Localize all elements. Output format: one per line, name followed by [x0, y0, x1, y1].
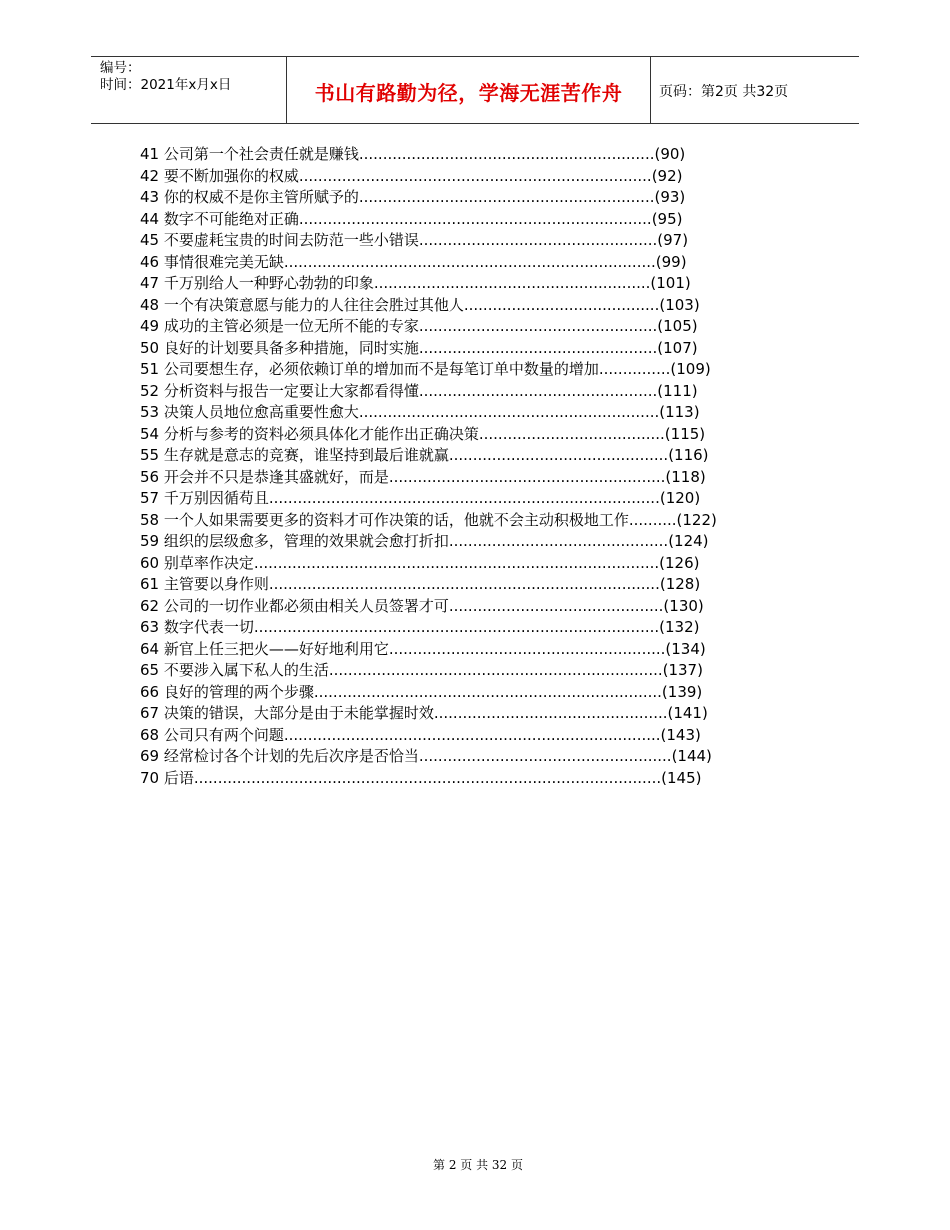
- toc-entry: 47 千万别给人一种野心勃勃的印象..........................................................(101): [140, 274, 691, 292]
- toc-entry: 52 分析资料与报告一定要让大家都看得懂..................................................(111): [140, 381, 698, 400]
- page-header: [91, 56, 859, 124]
- header-motto: 书山有路勤为径，学海无涯苦作舟: [286, 57, 651, 123]
- table-of-contents: [140, 144, 717, 789]
- toc-entry: 62 公司的一切作业都必须由相关人员签署才可.............................................(130): [140, 596, 704, 615]
- toc-entry: 70 后语..................................................................................................(145): [140, 768, 702, 787]
- toc-entry: 46 事情很难完美无缺..............................................................................(99): [140, 252, 687, 271]
- toc-entry: 42 要不断加强你的权威..........................................................................(92): [140, 166, 683, 185]
- toc-entry: 50 良好的计划要具备多种措施，同时实施..................................................(107): [140, 338, 698, 357]
- toc-entry: 53 决策人员地位愈高重要性愈大...............................................................(113): [140, 403, 700, 421]
- toc-entry: 63 数字代表一切.....................................................................................(132): [140, 618, 700, 636]
- page-footer: 第 2 页 共 32 页: [433, 1158, 523, 1172]
- toc-entry: 45 不要虚耗宝贵的时间去防范一些小错误..................................................(97): [140, 231, 689, 249]
- toc-entry: 48 一个有决策意愿与能力的人往往会胜过其他人.........................................(103): [140, 295, 700, 314]
- time-label: 时间：2021年x月x日: [100, 77, 232, 93]
- number-label: 编号：: [100, 60, 141, 76]
- toc-entry: 65 不要涉入属下私人的生活......................................................................(137): [140, 661, 703, 679]
- toc-entry: 60 别草率作决定.....................................................................................(126): [140, 553, 700, 572]
- header-meta: [91, 57, 286, 123]
- toc-entry: 44 数字不可能绝对正确..........................................................................(95): [140, 209, 683, 228]
- toc-entry: 56 开会并不只是恭逢其盛就好，而是..........................................................(118): [140, 467, 706, 486]
- toc-entry: 41 公司第一个社会责任就是赚钱..............................................................(90): [140, 145, 686, 163]
- toc-entry: 57 千万别因循苟且..................................................................................(120): [140, 489, 701, 507]
- toc-entry: 51 公司要想生存，必须依赖订单的增加而不是每笔订单中数量的增加...............(109): [140, 360, 711, 378]
- header-page-info: 页码：第2页 共32页: [659, 83, 789, 100]
- toc-entry: 49 成功的主管必须是一位无所不能的专家..................................................(105): [140, 317, 698, 335]
- toc-entry: 69 经常检讨各个计划的先后次序是否恰当.....................................................(144): [140, 747, 712, 765]
- toc-entry: 64 新官上任三把火——好好地利用它..........................................................(134): [140, 639, 706, 658]
- toc-entry: 58 一个人如果需要更多的资料才可作决策的话，他就不会主动积极地工作..........(122): [140, 510, 717, 529]
- toc-entry: 66 良好的管理的两个步骤.........................................................................(139): [140, 682, 703, 701]
- toc-entry: 43 你的权威不是你主管所赋予的..............................................................(93): [140, 188, 686, 206]
- toc-entry: 54 分析与参考的资料必须具体化才能作出正确决策.......................................(115): [140, 424, 706, 443]
- toc-entry: 67 决策的错误，大部分是由于未能掌握时效.................................................(141): [140, 704, 708, 722]
- toc-entry: 55 生存就是意志的竞赛，谁坚持到最后谁就赢..............................................(116): [140, 446, 709, 464]
- toc-entry: 61 主管要以身作则..................................................................................(128): [140, 575, 701, 593]
- toc-entry: 68 公司只有两个问题...............................................................................(143): [140, 725, 701, 744]
- toc-entry: 59 组织的层级愈多，管理的效果就会愈打折扣..............................................(124): [140, 532, 709, 550]
